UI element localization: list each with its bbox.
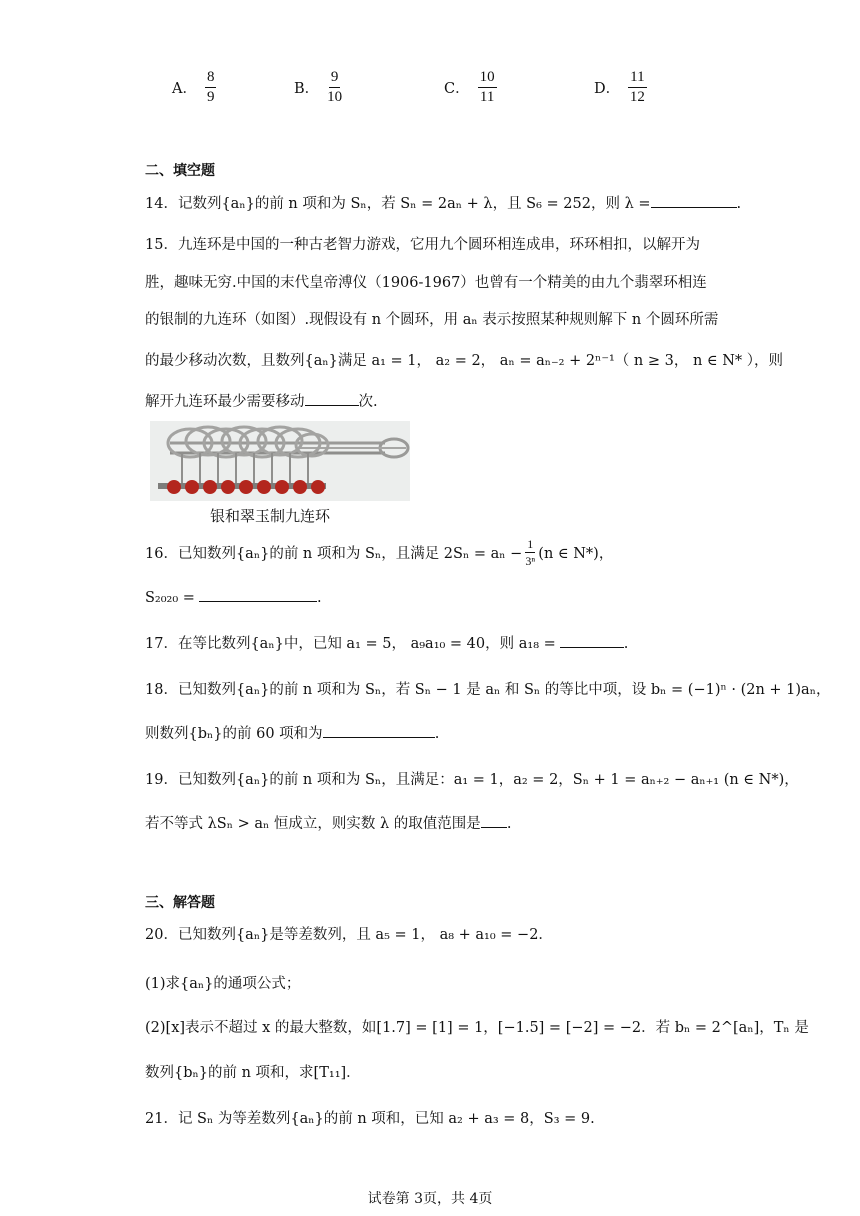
question-16-end: . [316,590,322,606]
question-15-line-5 [145,390,378,411]
question-19-line-2 [145,812,511,833]
question-18-line-2-text: 则数列{bₙ}的前 60 项和为 [145,726,323,742]
option-c [444,70,497,106]
option-d-fraction [628,70,646,106]
option-d-denominator: 12 [629,88,645,105]
question-16-line-1 [145,538,613,567]
question-20-line-1: 20．已知数列{aₙ}是等差数列，且 a₅ = 1， a₈ + a₁₀ = −2． [145,927,553,943]
question-18-end: . [434,726,440,742]
question-15-line-5-text: 解开九连环最少需要移动 [145,394,305,410]
rings-illustration [150,421,410,501]
question-16-fraction-denominator: 3ⁿ [525,553,536,568]
answer-blank-16[interactable] [199,587,317,602]
question-16-fraction-numerator: 1 [527,537,534,551]
option-b-fraction [327,70,342,106]
option-c-numerator: 10 [478,70,497,88]
image-caption: 银和翠玉制九连环 [210,507,331,525]
option-b-numerator: 9 [329,70,341,88]
question-14-text: 14．记数列{aₙ}的前 n 项和为 Sₙ，若 Sₙ = 2aₙ + λ，且 S₆ = 252，则 λ = [145,196,651,212]
question-16-line-2-text: S₂₀₂₀ = [145,590,195,606]
option-d [594,70,647,106]
answer-blank-17[interactable] [560,633,624,648]
question-14-end: . [736,196,742,212]
option-a-fraction [205,70,217,106]
answer-blank-15[interactable] [305,391,359,406]
answer-blank-14[interactable] [651,193,737,208]
question-16-fraction [525,538,535,567]
question-16-text: 16．已知数列{aₙ}的前 n 项和为 Sₙ，且满足 2Sₙ = aₙ − [145,546,523,563]
question-20-part-2-line-2: 数列{bₙ}的前 n 项和，求[T₁₁]． [145,1065,361,1081]
question-17 [145,632,628,653]
question-20-part-2: (2)[x]表示不超过 x 的最大整数，如[1.7] = [1] = 1，[−1.5] = [−2] = −2．若 bₙ = 2^[aₙ]，Tₙ 是 [145,1020,809,1036]
question-15-line-1: 15．九连环是中国的一种古老智力游戏，它用九个圆环相连成串，环环相扣，以解开为 [145,237,700,253]
section-title-solutions: 三、解答题 [145,895,215,911]
question-18-line-1: 18．已知数列{aₙ}的前 n 项和为 Sₙ，若 Sₙ − 1 是 aₙ 和 Sₙ 的等比中项，设 bₙ = (−1)ⁿ · (2n + 1)aₙ， [145,682,831,698]
option-a [172,70,216,106]
answer-blank-19[interactable] [481,813,507,828]
question-17-text: 17．在等比数列{aₙ}中，已知 a₁ = 5， a₉a₁₀ = 40，则 a₁₈ = [145,636,556,652]
option-a-label: A． [172,81,197,98]
question-16-line-2 [145,587,322,606]
question-19-line-2-text: 若不等式 λSₙ > aₙ 恒成立，则实数 λ 的取值范围是 [145,816,481,832]
option-b-denominator: 10 [327,88,343,105]
answer-blank-18[interactable] [323,723,435,738]
question-17-end: . [623,636,629,652]
option-d-numerator: 11 [628,70,646,88]
option-b-label: B． [294,81,320,98]
question-18-line-2 [145,722,439,743]
option-a-denominator: 9 [206,88,215,105]
question-15-line-4: 的最少移动次数，且数列{aₙ}满足 a₁ = 1， a₂ = 2， aₙ = aₙ₋₂ + 2ⁿ⁻¹（ n ≥ 3， n ∈ N* ），则 [145,353,784,369]
question-19-line-1: 19．已知数列{aₙ}的前 n 项和为 Sₙ，且满足：a₁ = 1，a₂ = 2，Sₙ + 1 = aₙ₊₂ − aₙ₊₁ (n ∈ N*)， [145,772,799,788]
page-footer: 试卷第 3页，共 4页 [367,1191,493,1207]
option-a-numerator: 8 [205,70,217,88]
question-15-line-3: 的银制的九连环（如图）.现假设有 n 个圆环，用 aₙ 表示按照某种规则解下 n 个圆环所需 [145,312,719,328]
option-c-denominator: 11 [479,88,495,105]
option-c-fraction [478,70,497,106]
nine-linked-rings-image [150,421,410,501]
question-15-line-2: 胜，趣味无穷.中国的末代皇帝溥仪（1906-1967）也曾有一个精美的由九个翡翠环相连 [145,275,707,291]
option-c-label: C． [444,81,470,98]
option-d-label: D． [594,81,621,98]
option-b [294,70,342,106]
question-21: 21．记 Sₙ 为等差数列{aₙ}的前 n 项和，已知 a₂ + a₃ = 8，S₃ = 9. [145,1111,595,1127]
section-title-fill-in: 二、填空题 [145,163,215,179]
question-19-end: . [506,816,512,832]
question-20-part-1: (1)求{aₙ}的通项公式； [145,976,301,992]
question-16-condition: (n ∈ N*)， [538,546,614,563]
question-15-end: 次. [358,394,378,410]
question-14 [145,192,741,213]
